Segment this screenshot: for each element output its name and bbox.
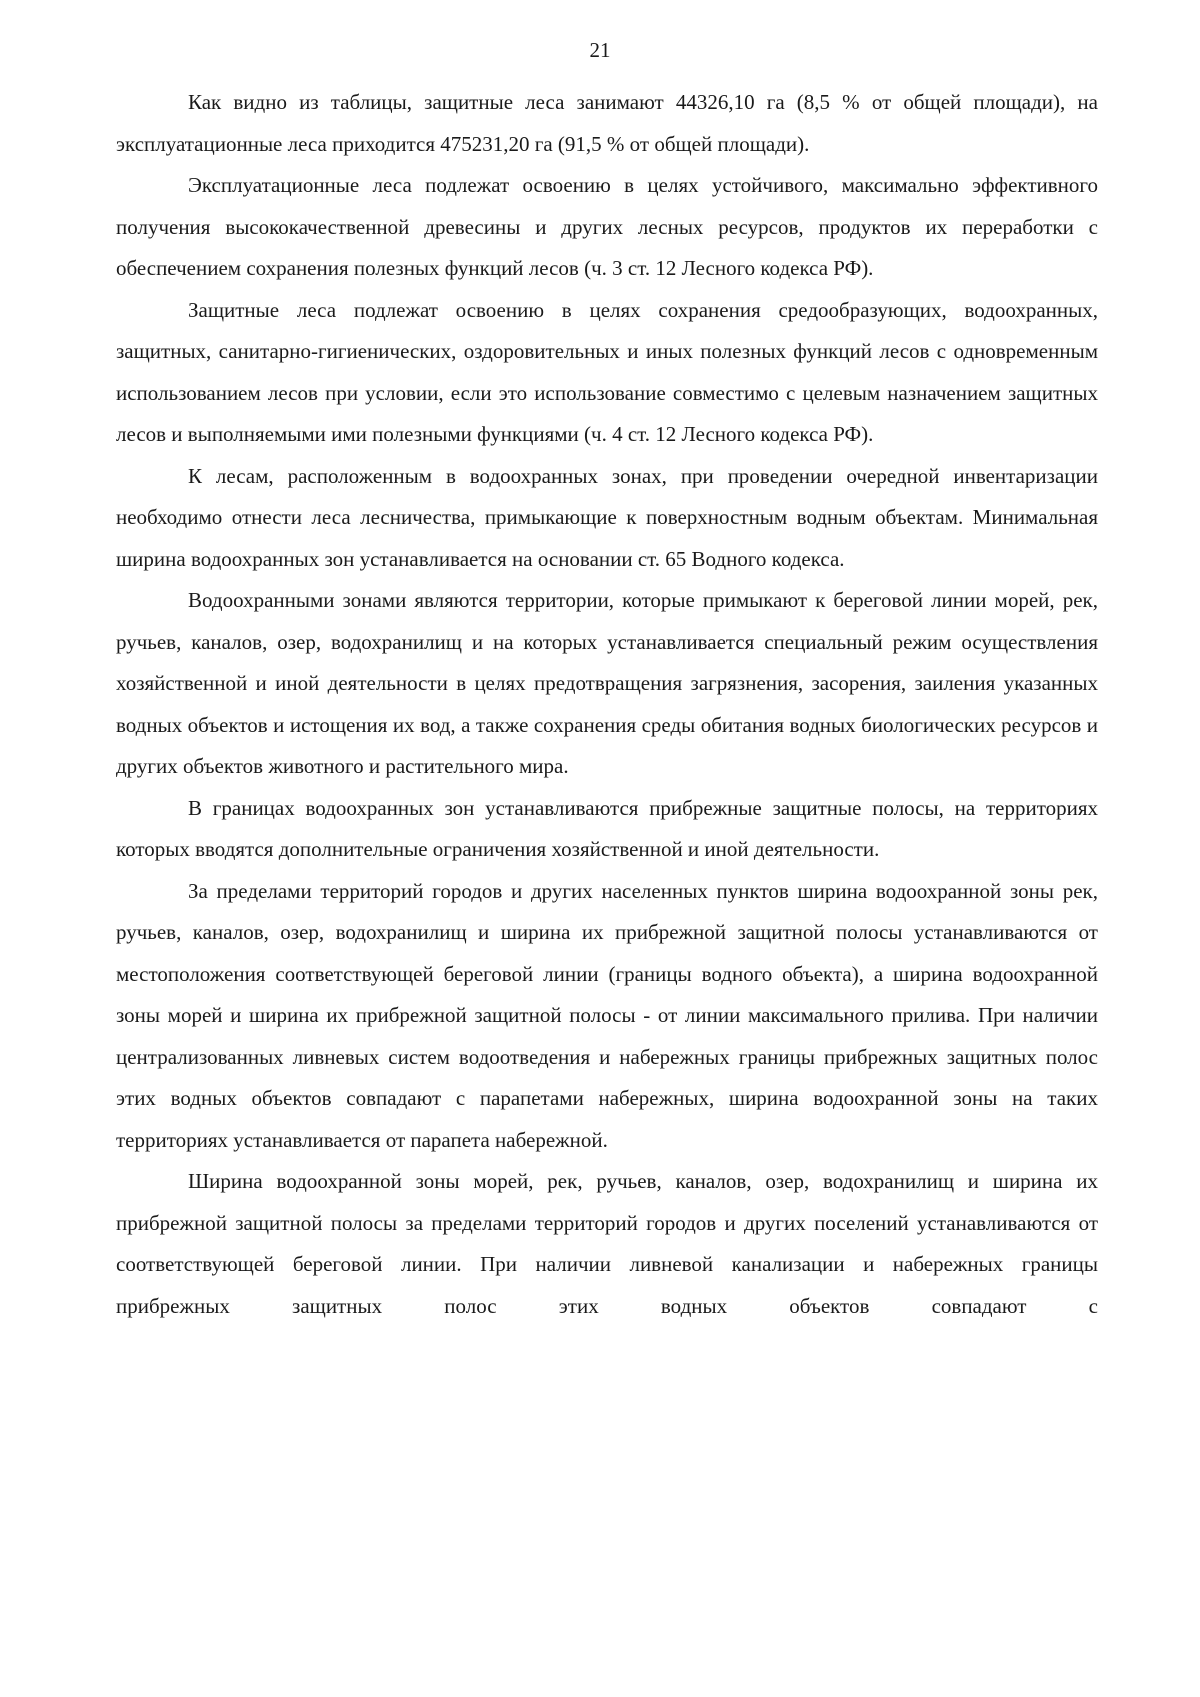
paragraph-coastal-protective-strips: В границах водоохранных зон устанавливаются прибрежные защитные полосы, на территориях которых вводятся дополнительные ограничения хозяйственной и иной деятельности. <box>116 795 1098 861</box>
paragraph-zone-width-outside-settlements: За пределами территорий городов и других населенных пунктов ширина водоохранной зоны рек, ручьев, каналов, озер, водохранилищ и ширина их прибрежной защитной полосы устанавливаются от местоположения соответствующей береговой линии (границы водного объекта), а ширина водоохранной зоны морей и ширина их прибрежной защитной полосы - от линии максимального прилива. При наличии централизованных ливневых систем водоотведения и набережных границы прибрежных защитных полос этих водных объектов совпадают с парапетами набережных, ширина водоохранной зоны на таких территориях устанавливается от парапета набережной. <box>116 878 1098 1152</box>
paragraph-water-protection-zones-forests: К лесам, расположенным в водоохранных зонах, при проведении очередной инвентаризации необходимо отнести леса лесничества, примыкающие к поверхностным водным объектам. Минимальная ширина водоохранных зон устанавливается на основании ст. 65 Водного кодекса. <box>116 463 1098 571</box>
paragraph-protective-forests: Защитные леса подлежат освоению в целях сохранения средообразующих, водоохранных, защитных, санитарно-гигиенических, оздоровительных и иных полезных функций лесов с одновременным использованием лесов при условии, если это использование совместимо с целевым назначением защитных лесов и выполняемыми ими полезными функциями (ч. 4 ст. 12 Лесного кодекса РФ). <box>116 297 1098 446</box>
paragraph-forest-area-shares: Как видно из таблицы, защитные леса занимают 44326,10 га (8,5 % от общей площади), на эксплуатационные леса приходится 475231,20 га (91,5 % от общей площади). <box>116 90 1098 156</box>
paragraph-water-protection-zones-definition: Водоохранными зонами являются территории, которые примыкают к береговой линии морей, рек, ручьев, каналов, озер, водохранилищ и на которых устанавливается специальный режим осуществления хозяйственной и иной деятельности в целях предотвращения загрязнения, засорения, заиления указанных водных объектов и истощения их вод, а также сохранения среды обитания водных биологических ресурсов и других объектов животного и растительного мира. <box>116 588 1098 778</box>
document-body <box>116 82 1098 1327</box>
paragraph-zone-width-continued: Ширина водоохранной зоны морей, рек, ручьев, каналов, озер, водохранилищ и ширина их прибрежной защитной полосы за пределами территорий городов и других поселений устанавливаются от соответствующей береговой линии. При наличии ливневой канализации и набережных границы прибрежных защитных полос этих водных объектов совпадают с <box>116 1169 1098 1318</box>
page-number: 21 <box>589 38 611 62</box>
paragraph-exploitation-forests: Эксплуатационные леса подлежат освоению в целях устойчивого, максимально эффективного получения высококачественной древесины и других лесных ресурсов, продуктов их переработки с обеспечением сохранения полезных функций лесов (ч. 3 ст. 12 Лесного кодекса РФ). <box>116 173 1098 280</box>
